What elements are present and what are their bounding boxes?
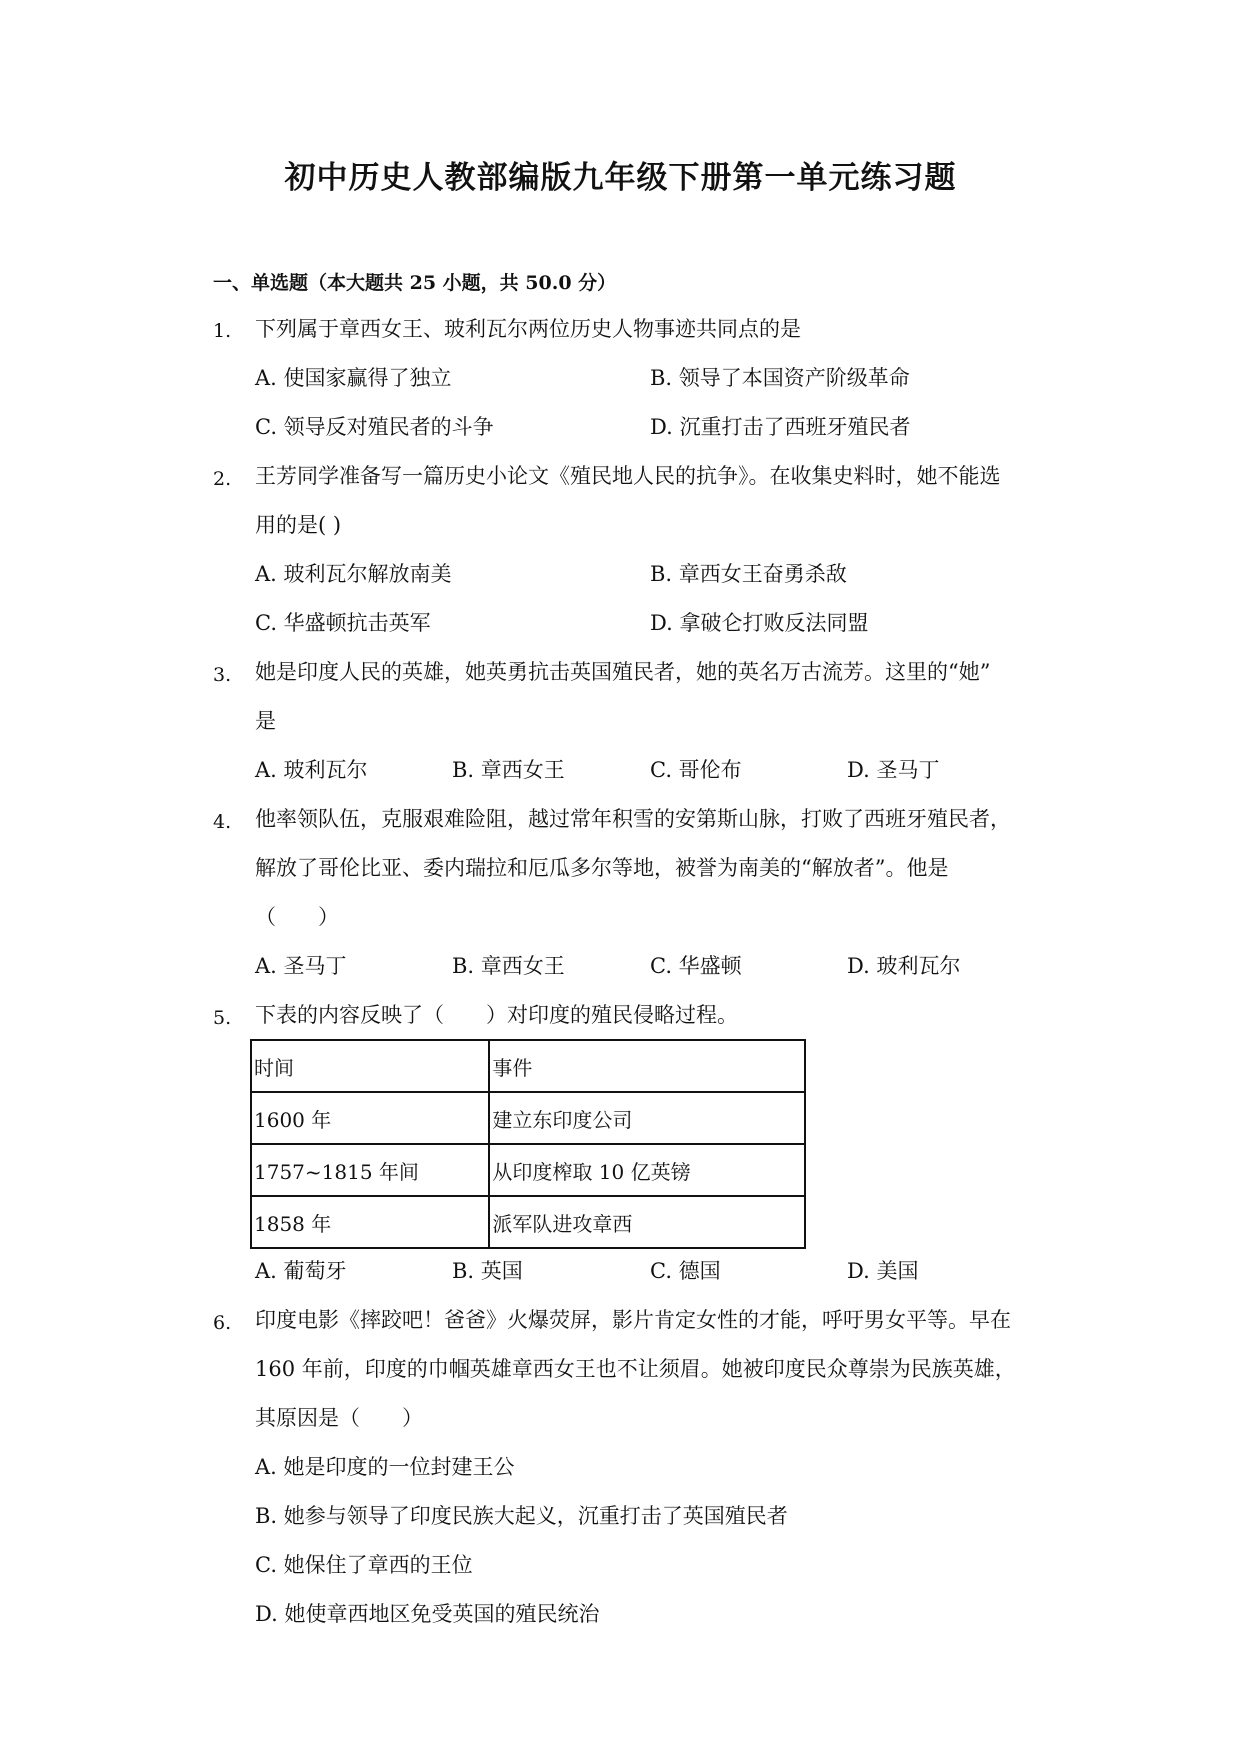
option-b: B. 英国 (452, 1259, 523, 1283)
table-row (251, 1196, 805, 1248)
option-b: B. 她参与领导了印度民族大起义，沉重打击了英国殖民者 (255, 1504, 788, 1528)
table-cell: 1858 年 (251, 1196, 489, 1248)
table-cell: 从印度榨取 10 亿英镑 (489, 1144, 805, 1196)
question-stem: 解放了哥伦比亚、委内瑞拉和厄瓜多尔等地，被誉为南美的“解放者”。他是 (255, 856, 949, 880)
question-stem: 她是印度人民的英雄，她英勇抗击英国殖民者，她的英名万古流芳。这里的“她” (255, 660, 991, 684)
page-title: 初中历史人教部编版九年级下册第一单元练习题 (284, 160, 957, 196)
question-number: 5. (213, 1007, 232, 1029)
question-stem: 160 年前，印度的巾帼英雄章西女王也不让须眉。她被印度民众尊崇为民族英雄， (255, 1357, 1016, 1381)
option-b: B. 章西女王奋勇杀敌 (650, 562, 847, 586)
question-number: 6. (213, 1312, 232, 1334)
option-a: A. 玻利瓦尔解放南美 (255, 562, 452, 586)
question-stem: 用的是( ) (255, 513, 342, 537)
option-a: A. 玻利瓦尔 (255, 758, 368, 782)
option-d: D. 拿破仑打败反法同盟 (650, 611, 869, 635)
table-cell: 派军队进攻章西 (489, 1196, 805, 1248)
option-c: C. 她保住了章西的王位 (255, 1553, 473, 1577)
option-b: B. 章西女王 (452, 954, 565, 978)
option-a: A. 使国家赢得了独立 (255, 366, 452, 390)
question-number: 4. (213, 811, 232, 833)
table-row (251, 1144, 805, 1196)
option-a: A. 她是印度的一位封建王公 (255, 1455, 515, 1479)
question-number: 3. (213, 664, 232, 686)
question-stem: 王芳同学准备写一篇历史小论文《殖民地人民的抗争》。在收集史料时，她不能选 (255, 464, 1001, 488)
option-d: D. 圣马丁 (847, 758, 940, 782)
table-row (251, 1092, 805, 1144)
question-number: 2. (213, 468, 232, 490)
question-stem: 下列属于章西女王、玻利瓦尔两位历史人物事迹共同点的是 (255, 317, 801, 341)
section-heading: 一、单选题（本大题共 25 小题，共 50.0 分） (213, 272, 617, 294)
question-stem: 是 (255, 709, 276, 733)
table-cell: 1757~1815 年间 (251, 1144, 489, 1196)
data-table (250, 1039, 806, 1249)
option-d: D. 玻利瓦尔 (847, 954, 961, 978)
option-c: C. 德国 (650, 1259, 721, 1283)
option-b: B. 章西女王 (452, 758, 565, 782)
question-stem: （ ） (255, 905, 339, 929)
question-stem: 印度电影《摔跤吧！爸爸》火爆荧屏，影片肯定女性的才能，呼吁男女平等。早在 (255, 1308, 1011, 1332)
option-c: C. 华盛顿抗击英军 (255, 611, 431, 635)
option-d: D. 美国 (847, 1259, 919, 1283)
question-number: 1. (213, 320, 232, 342)
table-row (251, 1040, 805, 1092)
question-stem: 他率领队伍，克服艰难险阻，越过常年积雪的安第斯山脉，打败了西班牙殖民者， (255, 807, 1011, 831)
table-cell: 建立东印度公司 (489, 1092, 805, 1144)
table-cell: 时间 (251, 1040, 489, 1092)
option-c: C. 哥伦布 (650, 758, 742, 782)
table-cell: 1600 年 (251, 1092, 489, 1144)
question-stem: 其原因是（ ） (255, 1406, 423, 1430)
option-a: A. 葡萄牙 (255, 1259, 347, 1283)
option-a: A. 圣马丁 (255, 954, 347, 978)
option-c: C. 领导反对殖民者的斗争 (255, 415, 494, 439)
option-d: D. 她使章西地区免受英国的殖民统治 (255, 1602, 600, 1626)
option-c: C. 华盛顿 (650, 954, 742, 978)
table-cell: 事件 (489, 1040, 805, 1092)
option-d: D. 沉重打击了西班牙殖民者 (650, 415, 911, 439)
option-b: B. 领导了本国资产阶级革命 (650, 366, 910, 390)
question-stem: 下表的内容反映了（ ）对印度的殖民侵略过程。 (255, 1003, 738, 1027)
